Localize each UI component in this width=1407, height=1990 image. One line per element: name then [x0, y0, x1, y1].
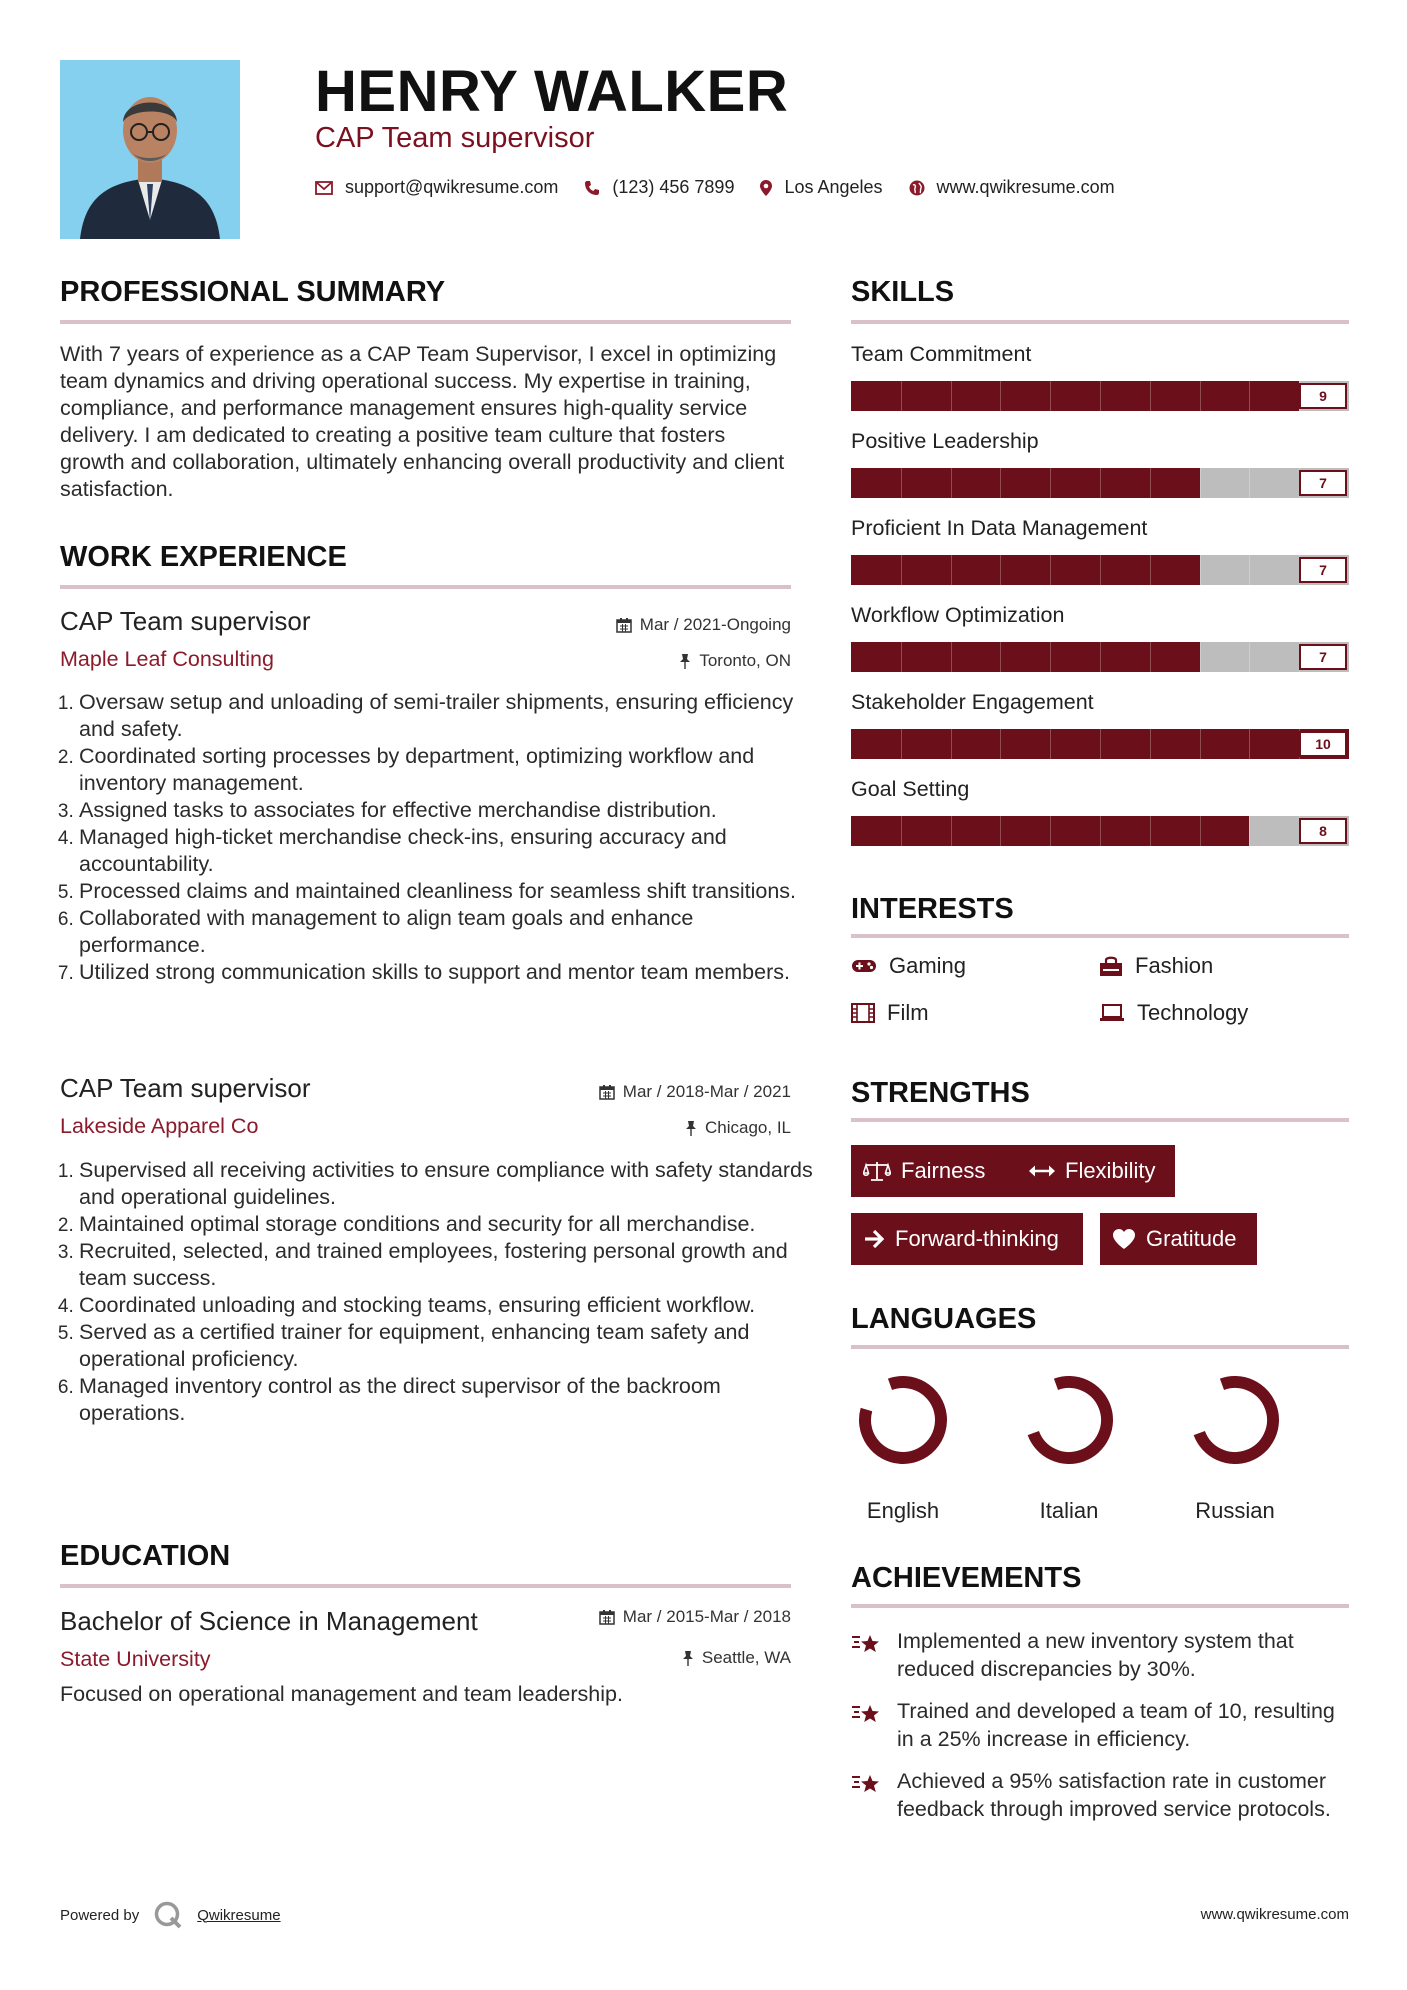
education-dates — [599, 1607, 791, 1627]
interest-label: Fashion — [1135, 953, 1214, 978]
gamepad-icon — [851, 958, 877, 974]
skill-bar-tick — [1249, 816, 1250, 846]
education-divider — [60, 1584, 791, 1588]
languages-heading: LANGUAGES — [851, 1303, 1037, 1335]
skill-bar-tick — [1150, 555, 1151, 585]
achievements-divider — [851, 1604, 1349, 1608]
skill-bar-tick — [1100, 729, 1101, 759]
skill-bar-tick — [1050, 729, 1051, 759]
language-item — [1009, 1370, 1129, 1524]
skill-bar — [851, 816, 1349, 846]
skills-heading: SKILLS — [851, 276, 955, 308]
skill-bar-tick — [1050, 555, 1051, 585]
achievement-item — [851, 1767, 1351, 1823]
pushpin-icon — [685, 1120, 697, 1136]
education-description: Focused on operational management and team leadership. — [60, 1682, 623, 1706]
job-location-text: Chicago, IL — [705, 1118, 791, 1137]
powered-by-label: Powered by — [60, 1906, 140, 1924]
skill-bar-tick — [1000, 816, 1001, 846]
skill-bar-tick — [1150, 642, 1151, 672]
skill-bar-tick — [1200, 816, 1201, 846]
interest-film — [851, 1000, 929, 1026]
skill-bar-tick — [951, 642, 952, 672]
skill-bar-fill — [851, 468, 1200, 498]
interests-heading: INTERESTS — [851, 893, 1014, 925]
skill-bar-tick — [1100, 468, 1101, 498]
skill-bar-tick — [901, 381, 902, 411]
job-location-text: Toronto, ON — [699, 651, 791, 670]
qwikresume-logo-icon — [153, 1900, 183, 1930]
language-name: Russian — [1195, 1498, 1275, 1523]
language-level-ring — [1019, 1370, 1119, 1470]
skill-bar-tick — [1249, 642, 1250, 672]
contact-phone-text: (123) 456 7899 — [612, 177, 735, 197]
skill-bar-tick — [1050, 468, 1051, 498]
contact-email-text: support@qwikresume.com — [345, 177, 559, 197]
skill-bar-fill — [851, 555, 1200, 585]
skill-label: Team Commitment — [851, 342, 1032, 366]
skill-bar-fill — [851, 642, 1200, 672]
contact-location-text: Los Angeles — [784, 177, 883, 197]
calendar-icon — [599, 1609, 615, 1625]
skill-bar-tick — [1200, 729, 1201, 759]
skill-bar — [851, 468, 1349, 498]
achievement-text: Implemented a new inventory system that reduced discrepancies by 30%. — [897, 1629, 1294, 1681]
job-title: CAP Team supervisor — [60, 606, 311, 636]
language-item — [843, 1370, 963, 1524]
achievement-item — [851, 1697, 1351, 1753]
skill-bar-tick — [1100, 381, 1101, 411]
job-dates-text: Mar / 2018-Mar / 2021 — [622, 1082, 791, 1101]
languages-divider — [851, 1345, 1349, 1349]
envelope-icon — [315, 181, 333, 195]
skill-bar-tick — [1000, 381, 1001, 411]
achievement-item — [851, 1627, 1351, 1683]
experience-heading: WORK EXPERIENCE — [60, 541, 347, 573]
job-location — [679, 651, 791, 671]
list-item: 2. Maintained optimal storage conditions and security for all merchandise. — [79, 1211, 814, 1238]
achievements-heading: ACHIEVEMENTS — [851, 1562, 1082, 1594]
strength-badge — [851, 1213, 1083, 1265]
skill-label: Positive Leadership — [851, 429, 1039, 453]
strength-label: Gratitude — [1146, 1226, 1237, 1251]
language-item — [1175, 1370, 1295, 1524]
achievement-text: Trained and developed a team of 10, resulting in a 25% increase in efficiency. — [897, 1699, 1335, 1751]
skill-bar-tick — [1050, 816, 1051, 846]
summary-text: With 7 years of experience as a CAP Team Supervisor, I excel in optimizing team dynamics and driving operational success. My expertise in training, compliance, and performance management ensures high-quality service delivery. I am dedicated to creating a positive team culture that fosters growth and collaboration, ultimately enhancing overall productivity and client satisfaction. — [60, 342, 785, 501]
strength-badge — [1100, 1213, 1257, 1265]
list-item: 3. Assigned tasks to associates for effective merchandise distribution. — [79, 797, 814, 824]
list-item: 5. Processed claims and maintained cleanliness for seamless shift transitions. — [79, 878, 814, 905]
language-level-arc — [1033, 1382, 1107, 1458]
skill-score: 7 — [1299, 557, 1347, 583]
candidate-role: CAP Team supervisor — [315, 122, 595, 154]
scale-icon — [863, 1160, 891, 1182]
strength-badge — [1017, 1145, 1175, 1197]
summary-divider — [60, 320, 791, 324]
skill-label: Stakeholder Engagement — [851, 690, 1094, 714]
list-item: 5. Served as a certified trainer for equipment, enhancing team safety and operational proficiency. — [79, 1319, 814, 1373]
skill-bar — [851, 642, 1349, 672]
skill-bar-tick — [901, 555, 902, 585]
profile-photo — [60, 60, 240, 239]
school-name: State University — [60, 1647, 211, 1671]
strengths-divider — [851, 1118, 1349, 1122]
list-item: 4. Managed high-ticket merchandise check-ins, ensuring accuracy and accountability. — [79, 824, 814, 878]
skill-bar-tick — [1200, 555, 1201, 585]
language-name: English — [866, 1498, 940, 1523]
list-item: 1. Supervised all receiving activities to ensure compliance with safety standards and operational guidelines. — [79, 1157, 814, 1211]
list-item: 4. Coordinated unloading and stocking teams, ensuring efficient workflow. — [79, 1292, 814, 1319]
heart-icon — [1112, 1228, 1136, 1250]
interest-label: Gaming — [889, 953, 967, 978]
language-level-arc — [865, 1382, 941, 1458]
calendar-icon — [616, 617, 632, 633]
skill-bar-tick — [1150, 468, 1151, 498]
skill-score: 7 — [1299, 470, 1347, 496]
language-level-ring — [1185, 1370, 1285, 1470]
skill-bar-tick — [951, 816, 952, 846]
list-item: 3. Recruited, selected, and trained employees, fostering personal growth and team success. — [79, 1238, 814, 1292]
skill-bar-tick — [1150, 816, 1151, 846]
pushpin-icon — [682, 1650, 694, 1666]
skill-label: Proficient In Data Management — [851, 516, 1148, 540]
education-heading: EDUCATION — [60, 1540, 231, 1572]
skill-bar-tick — [1000, 642, 1001, 672]
shooting-star-icon — [851, 1699, 883, 1727]
skill-bar-tick — [1100, 555, 1101, 585]
list-item: 6. Collaborated with management to align team goals and enhance performance. — [79, 905, 814, 959]
job-location — [685, 1118, 791, 1138]
strength-badge — [851, 1145, 1017, 1197]
skill-score: 7 — [1299, 644, 1347, 670]
skill-bar-tick — [1249, 381, 1250, 411]
list-item: 1. Oversaw setup and unloading of semi-trailer shipments, ensuring efficiency and safety. — [79, 689, 814, 743]
contact-location — [760, 177, 882, 198]
qwikresume-link[interactable]: Qwikresume — [197, 1906, 281, 1924]
skill-bar-tick — [1200, 468, 1201, 498]
job-dates — [616, 615, 791, 635]
summary-heading: PROFESSIONAL SUMMARY — [60, 276, 446, 308]
arrow-right-icon — [863, 1229, 885, 1249]
job-company: Lakeside Apparel Co — [60, 1114, 259, 1138]
skill-score: 10 — [1299, 731, 1347, 757]
language-level-arc — [1199, 1382, 1273, 1458]
skill-bar-tick — [1150, 381, 1151, 411]
arrows-horizontal-icon — [1029, 1164, 1055, 1178]
skill-bar-tick — [1000, 468, 1001, 498]
calendar-icon — [599, 1084, 615, 1100]
strength-label: Fairness — [901, 1158, 986, 1183]
skill-bar — [851, 381, 1349, 411]
skill-bar — [851, 555, 1349, 585]
skill-bar-tick — [901, 468, 902, 498]
skill-bar-tick — [1100, 642, 1101, 672]
interest-gaming — [851, 953, 966, 979]
skill-label: Goal Setting — [851, 777, 970, 801]
strengths-heading: STRENGTHS — [851, 1077, 1030, 1109]
job-title: CAP Team supervisor — [60, 1073, 311, 1103]
interest-label: Film — [887, 1000, 929, 1025]
list-item: 6. Managed inventory control as the direct supervisor of the backroom operations. — [79, 1373, 814, 1427]
skill-bar-tick — [1050, 381, 1051, 411]
phone-icon — [584, 180, 600, 196]
job-task-list — [60, 689, 814, 986]
footer-powered-by — [60, 1900, 281, 1930]
laptop-icon — [1099, 1004, 1125, 1022]
contact-website[interactable] — [909, 177, 1115, 198]
education-dates-text: Mar / 2015-Mar / 2018 — [622, 1607, 791, 1626]
skill-score: 8 — [1299, 818, 1347, 844]
globe-icon — [909, 180, 925, 196]
skill-bar-tick — [901, 816, 902, 846]
skill-bar-tick — [1150, 729, 1151, 759]
job-dates — [599, 1082, 791, 1102]
shooting-star-icon — [851, 1769, 883, 1797]
skill-bar-tick — [1200, 642, 1201, 672]
map-marker-icon — [760, 180, 772, 196]
skill-bar-tick — [1100, 816, 1101, 846]
list-item: 2. Coordinated sorting processes by department, optimizing workflow and inventory management. — [79, 743, 814, 797]
skill-bar-tick — [901, 729, 902, 759]
skill-bar-fill — [851, 381, 1299, 411]
education-location — [682, 1648, 791, 1668]
interest-fashion — [1099, 953, 1213, 979]
degree-title: Bachelor of Science in Management — [60, 1606, 478, 1636]
contact-website-text: www.qwikresume.com — [936, 177, 1115, 197]
experience-divider — [60, 585, 791, 589]
skill-bar-tick — [951, 381, 952, 411]
contact-email[interactable] — [315, 177, 558, 198]
contact-bar — [315, 177, 1141, 198]
skill-bar-tick — [951, 555, 952, 585]
interest-label: Technology — [1137, 1000, 1249, 1025]
skill-bar-tick — [1249, 729, 1250, 759]
skill-label: Workflow Optimization — [851, 603, 1065, 627]
skill-bar-tick — [901, 642, 902, 672]
skill-bar — [851, 729, 1349, 759]
list-item: 7. Utilized strong communication skills to support and mentor team members. — [79, 959, 814, 986]
strength-label: Forward-thinking — [895, 1226, 1059, 1251]
skill-bar-tick — [1000, 555, 1001, 585]
language-name: Italian — [1039, 1498, 1099, 1523]
footer-website-link[interactable]: www.qwikresume.com — [1200, 1906, 1349, 1923]
contact-phone[interactable] — [584, 177, 734, 198]
achievement-text: Achieved a 95% satisfaction rate in customer feedback through improved service protocols. — [897, 1769, 1331, 1821]
shooting-star-icon — [851, 1629, 883, 1657]
skill-bar-tick — [951, 468, 952, 498]
education-location-text: Seattle, WA — [701, 1648, 791, 1667]
strength-label: Flexibility — [1065, 1158, 1156, 1183]
interests-divider — [851, 934, 1349, 938]
interest-technology — [1099, 1000, 1248, 1026]
skill-score: 9 — [1299, 383, 1347, 409]
job-task-list — [60, 1157, 814, 1427]
skill-bar-tick — [1000, 729, 1001, 759]
skill-bar-tick — [1200, 381, 1201, 411]
pushpin-icon — [679, 653, 691, 669]
language-level-ring — [853, 1370, 953, 1470]
shopping-bag-icon — [1099, 955, 1123, 977]
film-icon — [851, 1003, 875, 1023]
skill-bar-tick — [1249, 555, 1250, 585]
job-company: Maple Leaf Consulting — [60, 647, 274, 671]
job-dates-text: Mar / 2021-Ongoing — [639, 615, 791, 634]
skill-bar-tick — [1249, 468, 1250, 498]
candidate-name: HENRY WALKER — [315, 59, 789, 124]
skill-bar-tick — [1050, 642, 1051, 672]
skill-bar-tick — [951, 729, 952, 759]
skills-divider — [851, 320, 1349, 324]
